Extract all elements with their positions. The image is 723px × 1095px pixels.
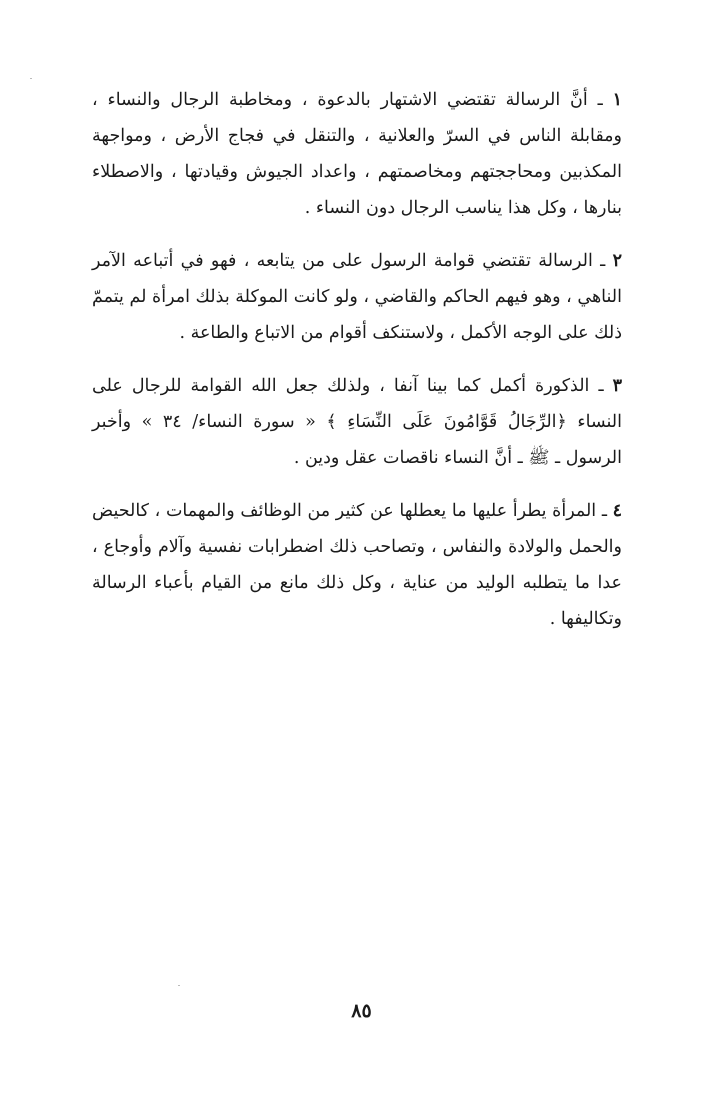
paragraph-text: ـ المرأة يطرأ عليها ما يعطلها عن كثير من الوظائف والمهمات ، كالحيض والحمل والولادة والنفاس ، وتصاحب ذلك اضطرابات نفسية وآلام وأوجاع ، عدا ما يتطلبه الوليد من عناية ، وكل ذلك مانع من القيام بأعباء الرسالة وتكاليفها .	[92, 501, 622, 629]
paragraph-number: ١	[612, 90, 622, 110]
paragraph-3	[92, 368, 622, 476]
paragraph-4	[92, 493, 622, 637]
scan-speck	[178, 985, 180, 986]
paragraph-1	[92, 82, 622, 226]
paragraph-text: ـ أنَّ الرسالة تقتضي الاشتهار بالدعوة ، ومخاطبة الرجال والنساء ، ومقابلة الناس في السرّ والعلانية ، والتنقل في فجاج الأرض ، ومواجهة المكذبين ومحاججتهم ومخاصمتهم ، واعداد الجيوش وقيادتها ، والاصطلاء بنارها ، وكل هذا يناسب الرجال دون النساء .	[92, 90, 622, 218]
paragraph-text: ـ الذكورة أكمل كما بينا آنفا ، ولذلك جعل الله القوامة للرجال على النساء ﴿الرِّجَالُ قَوَّامُونَ عَلَى النِّسَاءِ ﴾ « سورة النساء/ ٣٤ » وأخبر الرسول ـ ﷺ ـ أنَّ النساء ناقصات عقل ودين .	[92, 376, 622, 468]
body-text	[92, 82, 622, 654]
page-number: ٨٥	[351, 1000, 372, 1022]
scan-speck	[30, 78, 32, 79]
paragraph-text: ـ الرسالة تقتضي قوامة الرسول على من يتابعه ، فهو في أتباعه الآمر الناهي ، وهو فيهم الحاكم والقاضي ، ولو كانت الموكلة بذلك امرأة لم يتممّ ذلك على الوجه الأكمل ، ولاستنكف أقوام من الاتباع والطاعة .	[92, 251, 622, 343]
paragraph-2	[92, 243, 622, 351]
paragraph-number: ٢	[612, 251, 622, 271]
paragraph-number: ٣	[612, 376, 622, 396]
paragraph-number: ٤	[612, 501, 622, 521]
